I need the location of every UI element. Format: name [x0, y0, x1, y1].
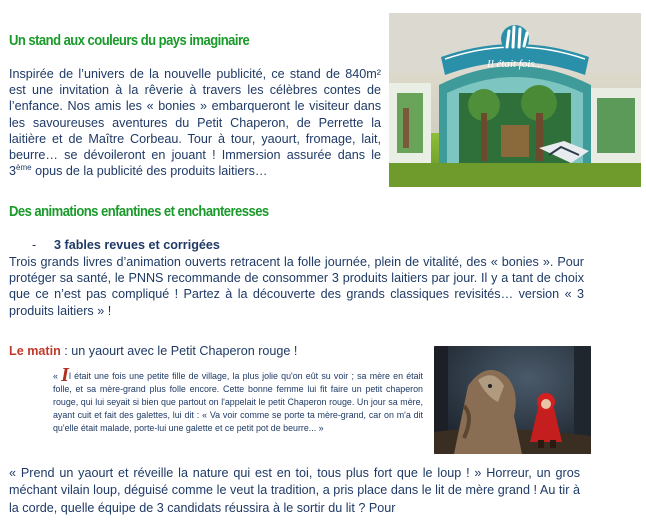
fable-quote [53, 364, 423, 435]
bullet-dash: - [32, 238, 37, 252]
stand-paragraph-text: Inspirée de l’univers de la nouvelle publicité, ce stand de 840m² est une invitation à la rêverie à travers les célèbres contes de l’enfance. Nos amis les « bonies » embarqueront le visiteur dans les savoureuses aventures du Petit Chaperon, de Perrette la laitière et de Maître Corbeau. Tour à tour, yaourt, fromage, lait, beurre… se dévoileront en jouant ! Immersion assurée dans le 3 [9, 67, 381, 179]
quote-text: l était une fois une petite fille de village, la plus jolie qu'on eût su voir ; sa mère en était folle, et sa mère-grand plus folle encore. Cette bonne femme lui fit faire un petit chaperon rouge, qui lui seyait si bien que partout on l'appelait le petit Chaperon rouge. Un jour sa mère, ayant cuit et fait des galettes, lui dit : « Va voir comme se porte ta mère-grand, car on m'a dit qu'elle était malade, porte-lui une galette et ce petit pot de beurre... » [53, 371, 423, 433]
matin-label: Le matin [9, 344, 61, 358]
stand-paragraph-end: opus de la publicité des produits laitiers… [31, 164, 268, 179]
stand-sign-text: Il était fois... [487, 58, 543, 70]
stand-photo [389, 13, 641, 187]
section-heading-animations: Des animations enfantines et enchanteresses [9, 204, 269, 220]
matin-text: : un yaourt avec le Petit Chaperon rouge ! [60, 344, 298, 358]
wolf-and-girl-illustration [434, 346, 591, 454]
animations-paragraph: Trois grands livres d’animation ouverts retracent la folle journée, plein de vitalité, des « bonies ». Pour protéger sa santé, le PNNS recommande de consommer 3 produits laitiers par jour. Il y a tant de choix que ce n’est pas compliqué ! Partez à la découverte des grands classiques revisités… version « 3 produits laitiers » ! [9, 255, 584, 318]
red-riding-hood-photo [434, 346, 591, 454]
stand-illustration [389, 13, 641, 187]
bullet-item-fables [32, 238, 220, 252]
ordinal-superscript: ème [16, 163, 32, 173]
section-heading-stand: Un stand aux couleurs du pays imaginaire [9, 33, 250, 49]
bullet-text: 3 fables revues et corrigées [54, 238, 220, 252]
closing-paragraph: « Prend un yaourt et réveille la nature qui est en toi, tous plus fort que le loup ! » Horreur, un gros méchant vilain loup, déguisé comme le veut la tradition, a pris place dans le lit de mère grand ! Au tir à la corde, quelle équipe de 3 candidats réussira à le sortir du lit ? Pour [9, 466, 580, 515]
stand-paragraph [9, 66, 381, 179]
dropcap-letter: I [61, 364, 69, 386]
matin-line [9, 343, 409, 359]
quote-open: « [53, 371, 62, 381]
